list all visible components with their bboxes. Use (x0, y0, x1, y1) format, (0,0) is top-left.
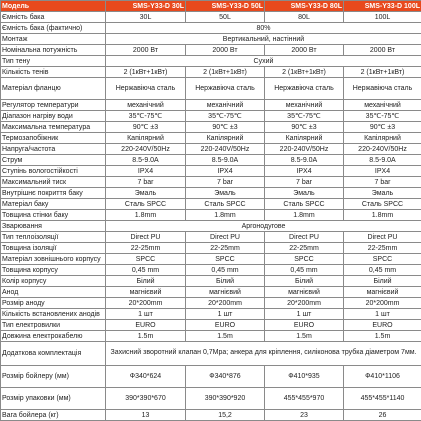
spec-value: 0,45 mm (106, 265, 186, 276)
spec-value: Эмаль (344, 188, 421, 199)
spec-value: Капілярний (186, 133, 265, 144)
spec-value: EURO (344, 320, 421, 331)
spec-value: 7 bar (186, 177, 265, 188)
spec-value: магнієвий (186, 287, 265, 298)
spec-value: 8.5-9.0A (106, 155, 186, 166)
spec-value: Сталь SPCC (186, 199, 265, 210)
spec-row (1, 155, 421, 166)
spec-label: Довжина електрокабелю (1, 331, 106, 342)
spec-row (1, 276, 421, 287)
spec-row (1, 366, 421, 388)
spec-value: 35℃-75℃ (344, 111, 421, 122)
spec-value: 90℃ ±3 (344, 122, 421, 133)
spec-value: 390*390*920 (186, 388, 265, 410)
spec-value: Сталь SPCC (106, 199, 186, 210)
spec-row (1, 12, 421, 23)
spec-value: 20*200mm (344, 298, 421, 309)
spec-value: 35℃-75℃ (186, 111, 265, 122)
spec-row (1, 177, 421, 188)
spec-value: Ф340*624 (106, 366, 186, 388)
spec-value-merged: 80% (106, 23, 421, 34)
spec-value: 2000 Вт (344, 45, 421, 56)
spec-value: Капілярний (344, 133, 421, 144)
spec-row (1, 210, 421, 221)
spec-value: 35℃-75℃ (106, 111, 186, 122)
spec-value: Нержавіюча сталь (265, 78, 344, 100)
spec-value: SPCC (106, 254, 186, 265)
spec-value: 7 bar (106, 177, 186, 188)
spec-value: 1.5m (344, 331, 421, 342)
spec-row (1, 111, 421, 122)
spec-label: Максимальна температура (1, 122, 106, 133)
spec-value: 220-240V/50Hz (265, 144, 344, 155)
spec-value: 22-25mm (186, 243, 265, 254)
spec-label: Ступінь вологостійкості (1, 166, 106, 177)
spec-value: IPX4 (344, 166, 421, 177)
spec-label: Ємність бака (фактично) (1, 23, 106, 34)
spec-value: Білий (265, 276, 344, 287)
spec-value: IPX4 (265, 166, 344, 177)
spec-label: Внутрішнє покриття баку (1, 188, 106, 199)
spec-value: 2 (1кВт+1кВт) (186, 67, 265, 78)
spec-label: Товщина ізоляції (1, 243, 106, 254)
spec-row (1, 23, 421, 34)
spec-row (1, 34, 421, 45)
spec-row (1, 144, 421, 155)
spec-row (1, 287, 421, 298)
spec-label: Колір корпусу (1, 276, 106, 287)
spec-row (1, 67, 421, 78)
spec-label: Монтаж (1, 34, 106, 45)
spec-value: 1.5m (106, 331, 186, 342)
spec-value: IPX4 (186, 166, 265, 177)
spec-value-merged: Аргонодугове (106, 221, 421, 232)
spec-value: 22-25mm (344, 243, 421, 254)
spec-value: 20*200mm (265, 298, 344, 309)
spec-label: Максимальний тиск (1, 177, 106, 188)
header-model-3: SMS-Y33-D 80L (265, 1, 344, 12)
spec-value: 1.8mm (186, 210, 265, 221)
spec-value: Direct PU (344, 232, 421, 243)
spec-label: Анод (1, 287, 106, 298)
spec-label: Матеріал фланцю (1, 78, 106, 100)
spec-value: Эмаль (186, 188, 265, 199)
spec-value: 455*455*970 (265, 388, 344, 410)
spec-value: 7 bar (265, 177, 344, 188)
spec-value: 1 шт (186, 309, 265, 320)
spec-label: Розмір упаковки (мм) (1, 388, 106, 410)
spec-label: Матеріал зовнішнього корпусу (1, 254, 106, 265)
spec-value: Сталь SPCC (344, 199, 421, 210)
spec-row (1, 122, 421, 133)
spec-value: 2 (1кВт+1кВт) (265, 67, 344, 78)
spec-value: 80L (265, 12, 344, 23)
spec-value: SPCC (344, 254, 421, 265)
spec-value: EURO (186, 320, 265, 331)
header-row (1, 1, 421, 12)
spec-value: 1 шт (106, 309, 186, 320)
spec-label: Діапазон нагріву води (1, 111, 106, 122)
spec-value: Ф410*935 (265, 366, 344, 388)
spec-value: Капілярний (265, 133, 344, 144)
spec-value: 26 (344, 410, 421, 421)
spec-value: 15,2 (186, 410, 265, 421)
spec-row (1, 309, 421, 320)
spec-value: Эмаль (265, 188, 344, 199)
spec-value: 1.8mm (106, 210, 186, 221)
spec-value: SPCC (265, 254, 344, 265)
spec-row (1, 133, 421, 144)
spec-value-merged: Захисний зворотний клапан 0,7Мра; анкера для кріплення, силіконова трубка діаметром 7мм. (106, 342, 421, 366)
spec-label: Зварювання (1, 221, 106, 232)
spec-value: Білий (186, 276, 265, 287)
spec-value: Капілярний (106, 133, 186, 144)
spec-label: Тип теплоізоляції (1, 232, 106, 243)
spec-value: 0,45 mm (344, 265, 421, 276)
spec-value: 8.5-9.0A (344, 155, 421, 166)
spec-row (1, 410, 421, 421)
spec-value: 35℃-75℃ (265, 111, 344, 122)
spec-row (1, 254, 421, 265)
spec-label: Номінальна потужність (1, 45, 106, 56)
spec-value: 2 (1кВт+1кВт) (106, 67, 186, 78)
spec-value: механічний (344, 100, 421, 111)
spec-value: механічний (106, 100, 186, 111)
spec-value: Нержавіюча сталь (186, 78, 265, 100)
spec-row (1, 232, 421, 243)
spec-value: 1 шт (265, 309, 344, 320)
spec-label: Регулятор температури (1, 100, 106, 111)
spec-value: 390*390*670 (106, 388, 186, 410)
spec-row (1, 388, 421, 410)
spec-value: 7 bar (344, 177, 421, 188)
spec-value: 2000 Вт (265, 45, 344, 56)
spec-value: 90℃ ±3 (265, 122, 344, 133)
spec-value: 23 (265, 410, 344, 421)
spec-row (1, 331, 421, 342)
spec-row (1, 199, 421, 210)
spec-value-merged: Сухий (106, 56, 421, 67)
spec-label: Товщина корпусу (1, 265, 106, 276)
header-model-4: SMS-Y33-D 100L (344, 1, 421, 12)
spec-row (1, 56, 421, 67)
spec-value: магнієвий (344, 287, 421, 298)
spec-value: 8.5-9.0A (265, 155, 344, 166)
spec-value: механічний (186, 100, 265, 111)
spec-value: 1.5m (186, 331, 265, 342)
spec-value: 100L (344, 12, 421, 23)
spec-value: 220-240V/50Hz (344, 144, 421, 155)
spec-value: 30L (106, 12, 186, 23)
spec-row (1, 100, 421, 111)
spec-value: 2000 Вт (106, 45, 186, 56)
spec-value: Direct PU (106, 232, 186, 243)
spec-value: 1 шт (344, 309, 421, 320)
spec-label: Кількість встановлених анодів (1, 309, 106, 320)
spec-label: Вага бойлера (кг) (1, 410, 106, 421)
spec-value: магнієвий (106, 287, 186, 298)
spec-label: Товщина стінки баку (1, 210, 106, 221)
spec-label: Тип електровилки (1, 320, 106, 331)
spec-row (1, 342, 421, 366)
spec-value-merged: Вертикальний, настінний (106, 34, 421, 45)
spec-row (1, 243, 421, 254)
spec-value: 13 (106, 410, 186, 421)
spec-value: Эмаль (106, 188, 186, 199)
spec-value: 22-25mm (106, 243, 186, 254)
spec-value: Direct PU (186, 232, 265, 243)
spec-value: 20*200mm (186, 298, 265, 309)
spec-label: Розмір бойлеру (мм) (1, 366, 106, 388)
header-model-2: SMS-Y33-D 50L (186, 1, 265, 12)
spec-value: 90℃ ±3 (106, 122, 186, 133)
spec-row (1, 265, 421, 276)
spec-value: 2 (1кВт+1кВт) (344, 67, 421, 78)
spec-value: механічний (265, 100, 344, 111)
spec-row (1, 221, 421, 232)
spec-value: IPX4 (106, 166, 186, 177)
spec-value: 22-25mm (265, 243, 344, 254)
spec-label: Матеріал баку (1, 199, 106, 210)
spec-row (1, 188, 421, 199)
spec-label: Кількість тенів (1, 67, 106, 78)
spec-value: 50L (186, 12, 265, 23)
spec-value: магнієвий (265, 287, 344, 298)
spec-label: Ємність бака (1, 12, 106, 23)
spec-value: Нержавіюча сталь (106, 78, 186, 100)
spec-value: 90℃ ±3 (186, 122, 265, 133)
spec-value: 220-240V/50Hz (106, 144, 186, 155)
spec-value: 1.8mm (265, 210, 344, 221)
spec-value: 220-240V/50Hz (186, 144, 265, 155)
spec-label: Напруга/частота (1, 144, 106, 155)
spec-row (1, 78, 421, 100)
spec-row (1, 45, 421, 56)
spec-value: 455*455*1140 (344, 388, 421, 410)
spec-row (1, 320, 421, 331)
spec-value: SPCC (186, 254, 265, 265)
header-model-1: SMS-Y33-D 30L (106, 1, 186, 12)
spec-value: Сталь SPCC (265, 199, 344, 210)
spec-row (1, 298, 421, 309)
spec-value: 2000 Вт (186, 45, 265, 56)
spec-value: Ф340*876 (186, 366, 265, 388)
spec-value: EURO (106, 320, 186, 331)
spec-value: EURO (265, 320, 344, 331)
spec-value: 0,45 mm (186, 265, 265, 276)
header-model-label: Модель (1, 1, 106, 12)
spec-value: Нержавіюча сталь (344, 78, 421, 100)
spec-value: 8.5-9.0A (186, 155, 265, 166)
spec-value: Ф410*1106 (344, 366, 421, 388)
spec-value: Білий (344, 276, 421, 287)
spec-label: Термозапобіжник (1, 133, 106, 144)
spec-row (1, 166, 421, 177)
spec-value: Білий (106, 276, 186, 287)
spec-label: Додаткова комплектація (1, 342, 106, 366)
spec-label: Розмір аноду (1, 298, 106, 309)
spec-label: Тип тену (1, 56, 106, 67)
spec-label: Струм (1, 155, 106, 166)
spec-value: 20*200mm (106, 298, 186, 309)
spec-value: 1.5m (265, 331, 344, 342)
spec-value: Direct PU (265, 232, 344, 243)
spec-value: 1.8mm (344, 210, 421, 221)
spec-value: 0,45 mm (265, 265, 344, 276)
